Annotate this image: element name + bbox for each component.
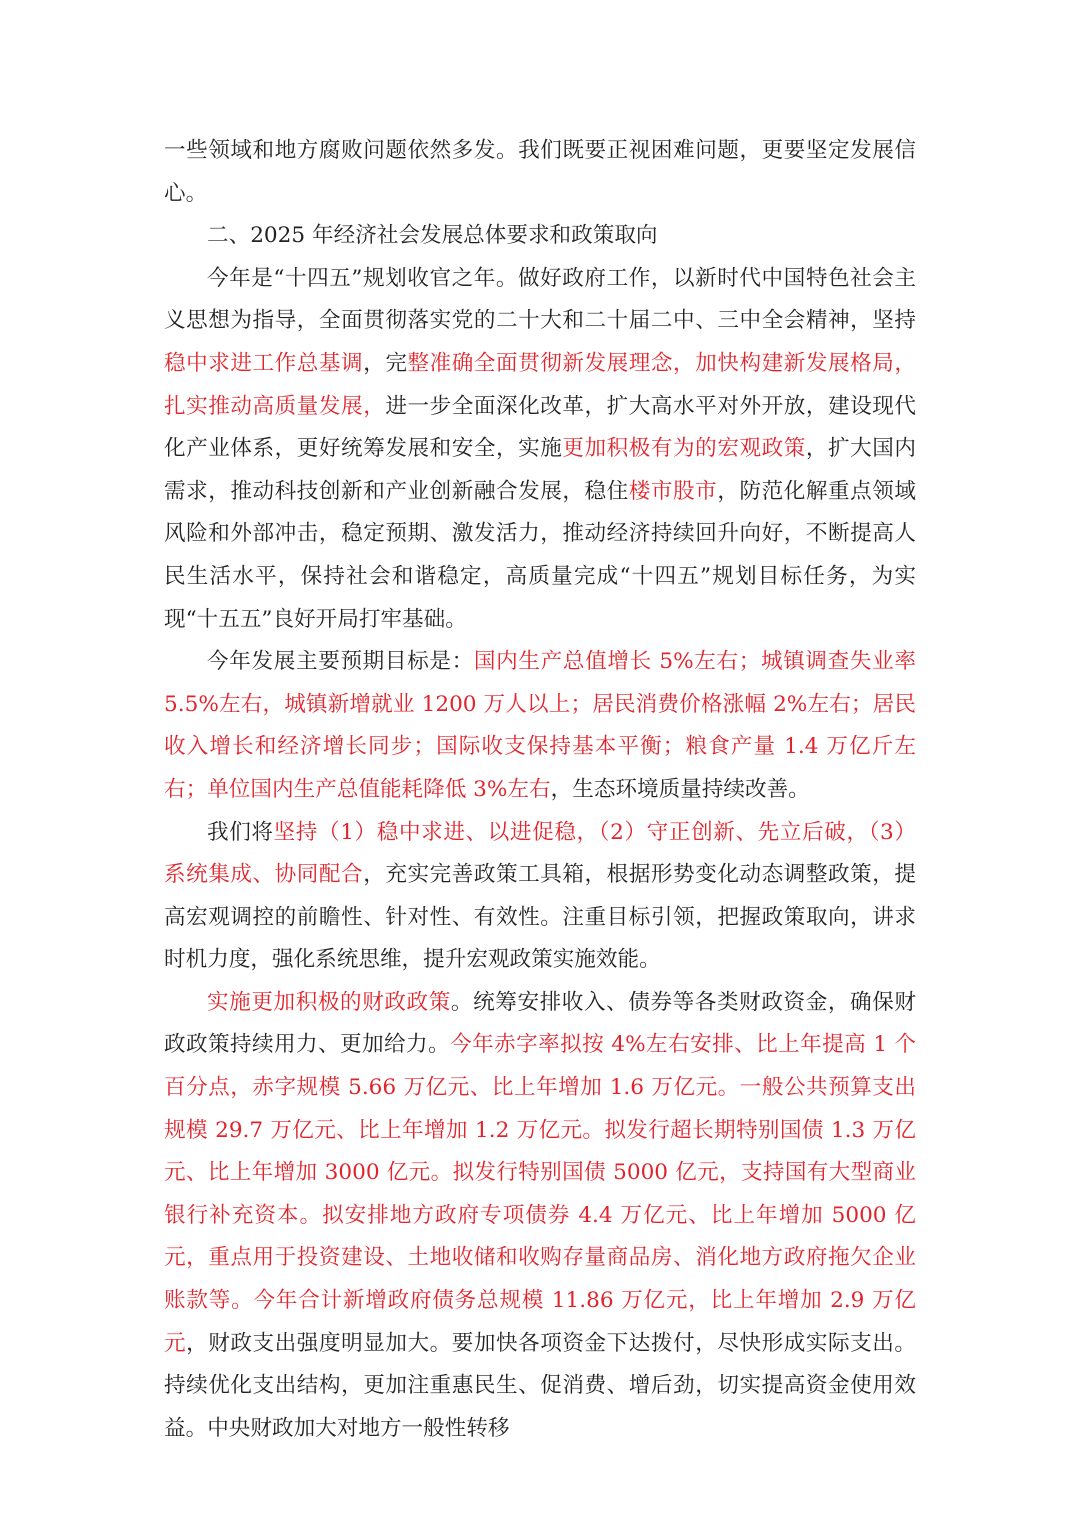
paragraph-expected-targets [164, 641, 916, 811]
paragraph-0 [164, 130, 916, 215]
text-segment: 今年发展主要预期目标是： [207, 649, 474, 675]
highlighted-text: 国内生产总值增长 5%左右；城镇调查失业率 5.5%左右，城镇新增就业 1200 万人以上；居民消费价格涨幅 2%左右；居民收入增长和经济增长同步；国际收支保持基本平衡；粮食产量 1.4 万亿斤左右；单位国内生产总值能耗降低 3%左右 [164, 649, 916, 802]
text-segment: ，生态环境质量持续改善。 [550, 776, 810, 802]
text-segment: ，防范化解重点领域风险和外部冲击，稳定预期、激发活力，推动经济持续回升向好，不断提高人民生活水平，保持社会和谐稳定，高质量完成“十四五”规划目标任务，为实现“十五五”良好开局打牢基础。 [164, 478, 916, 632]
text-segment: ，充实完善政策工具箱，根据形势变化动态调整政策，提高宏观调控的前瞻性、针对性、有效性。注重目标引领，把握政策取向，讲求时机力度，强化系统思维，提升宏观政策实施效能。 [164, 862, 916, 973]
paragraph-general-requirements [164, 258, 916, 641]
text-segment: 今年是“十四五”规划收官之年。做好政府工作，以新时代中国特色社会主义思想为指导，全面贯彻落实党的二十大和二十届二中、三中全会精神，坚持 [164, 265, 916, 334]
section-heading-text: 二、2025 年经济社会发展总体要求和政策取向 [207, 223, 658, 249]
text-segment: 进一步全面深化改革，扩大高水平对外开放，建设现代化产业体系，更好统筹发展和安全，实施 [164, 393, 916, 462]
highlighted-text: 今年赤字率拟按 4%左右安排、比上年提高 1 个百分点，赤字规模 5.66 万亿元、比上年增加 1.6 万亿元。一般公共预算支出规模 29.7 万亿元、比上年增加 1.2 万亿元。拟发行超长期特别国债 1.3 万亿元、比上年增加 3000 亿元。拟发行特别国债 5000 亿元，支持国有大型商业银行补充资本。拟安排地方政府专项债券 4.4 万亿元、比上年增加 5000 亿元，重点用于投资建设、土地收储和收购存量商品房、消化地方政府拖欠企业账款等。今年合计新增政府债务总规模 11.86 万亿元，比上年增加 2.9 万亿元 [164, 1032, 916, 1356]
document-body [164, 130, 916, 1450]
highlighted-text: 整准确全面贯彻新发展理念，加快构建新发展格局，扎实推动高质量发展， [164, 350, 916, 419]
text-segment: 我们将 [207, 819, 274, 845]
highlighted-text: 更加积极有为的宏观政策 [562, 436, 806, 462]
highlighted-text: 楼市股市 [628, 478, 718, 504]
text-segment: ，扩大国内需求，推动科技创新和产业创新融合发展，稳住 [164, 436, 916, 504]
highlighted-text: 坚持（1）稳中求进、以进促稳，（2）守正创新、先立后破，（3）系统集成、协同配合 [164, 819, 916, 888]
text-segment: 一些领域和地方腐败问题依然多发。我们既要正视困难问题，更要坚定发展信心。 [164, 138, 916, 206]
highlighted-text: 实施更加积极的财政政策 [207, 989, 451, 1015]
text-segment: ，完 [363, 350, 408, 376]
section-heading [164, 215, 916, 258]
text-segment: ，财政支出强度明显加大。要加快各项资金下达拨付，尽快形成实际支出。持续优化支出结构，更加注重惠民生、促消费、增后劲，切实提高资金使用效益。中央财政加大对地方一般性转移 [164, 1330, 916, 1441]
paragraph-fiscal-policy [164, 982, 916, 1451]
paragraph-policy-principles [164, 812, 916, 982]
text-segment: 。统筹安排收入、债券等各类财政资金，确保财政政策持续用力、更加给力。 [164, 989, 916, 1058]
highlighted-text: 稳中求进工作总基调 [164, 350, 364, 376]
